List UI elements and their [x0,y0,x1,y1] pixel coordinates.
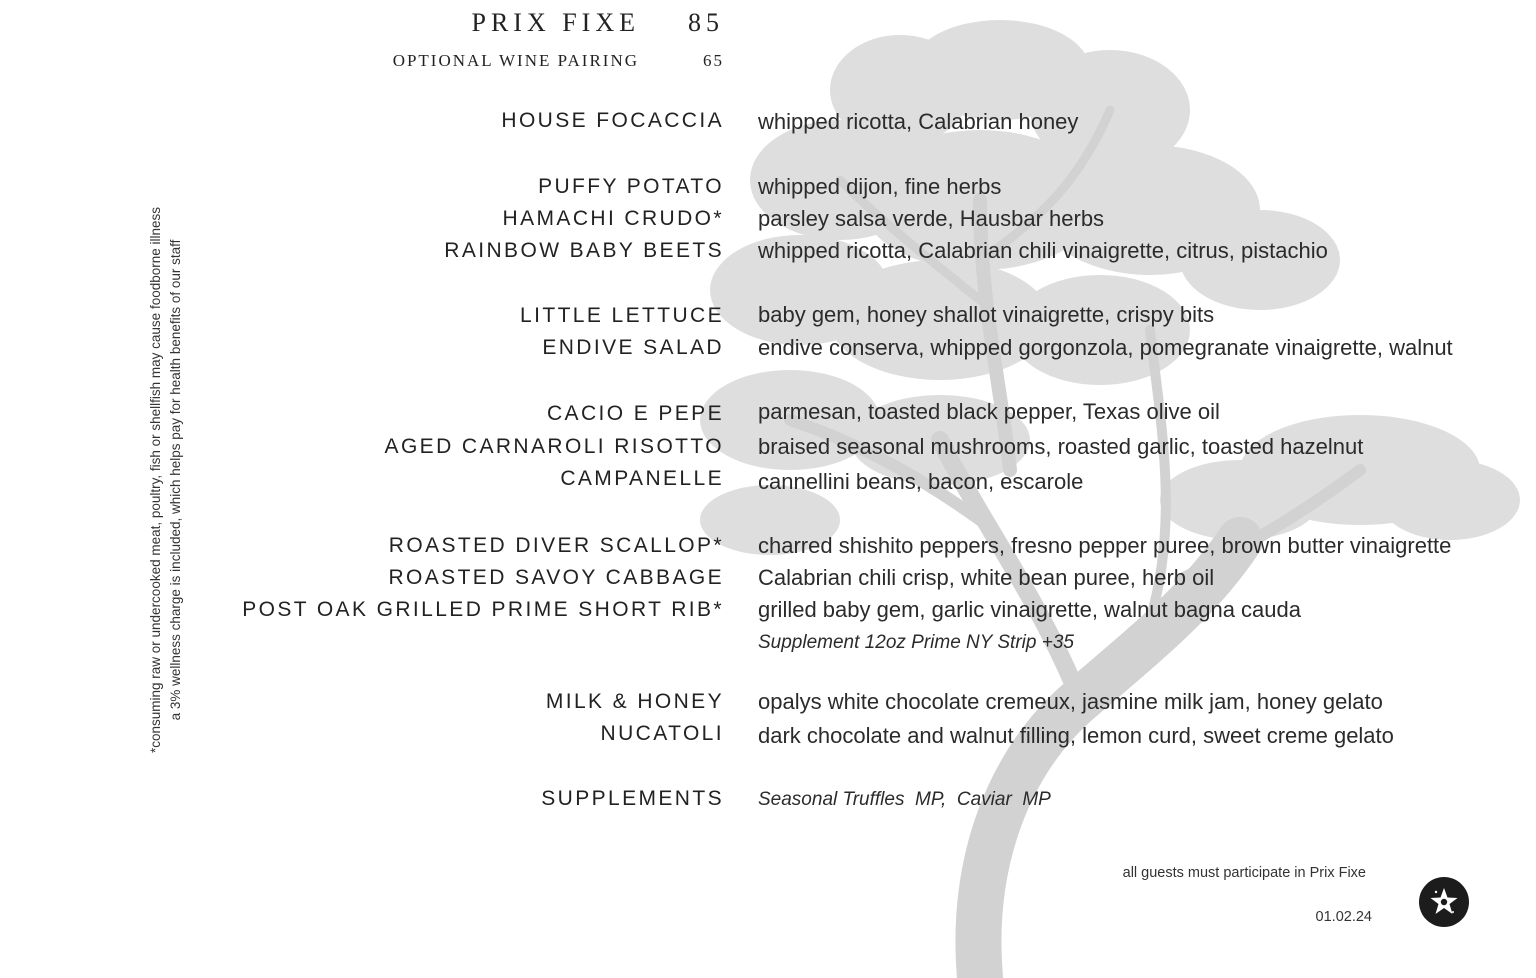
dish-description: parsley salsa verde, Hausbar herbs [758,206,1105,231]
dish-description: Calabrian chili crisp, white bean puree, herb oil [758,565,1215,590]
dish-name: CAMPANELLE [560,467,724,490]
dish-description: braised seasonal mushrooms, roasted garlic, toasted hazelnut [758,434,1364,459]
dish-name: ROASTED DIVER SCALLOP* [388,534,724,557]
dish-description: grilled baby gem, garlic vinaigrette, walnut bagna cauda [758,597,1301,622]
prix-fixe-title: PRIX FIXE [471,8,640,37]
dish-name: ROASTED SAVOY CABBAGE [388,566,724,589]
supplements-description: Seasonal Truffles MP, Caviar MP [758,789,1051,810]
health-disclaimer [146,100,186,860]
dish-description: whipped dijon, fine herbs [758,174,1002,199]
dish-name: LITTLE LETTUCE [520,304,724,327]
dish-description: dark chocolate and walnut filling, lemon curd, sweet creme gelato [758,723,1394,748]
wine-pairing-price: 65 [703,51,724,70]
dish-description: charred shishito peppers, fresno pepper puree, brown butter vinaigrette [758,533,1452,558]
dish-description: parmesan, toasted black pepper, Texas olive oil [758,399,1220,424]
wine-pairing-line [393,51,724,71]
dish-name: CACIO E PEPE [546,402,724,425]
menu-date: 01.02.24 [1315,909,1372,925]
short-rib-supplement: Supplement 12oz Prime NY Strip +35 [758,632,1074,653]
wine-pairing-label: OPTIONAL WINE PAIRING [392,51,639,70]
dish-name: SUPPLEMENTS [541,787,724,810]
foodborne-illness-warning: *consuming raw or undercooked meat, poultry, fish or shellfish may cause foodborne illness [148,206,163,754]
prix-fixe-price: 85 [688,8,724,37]
dish-description: whipped ricotta, Calabrian chili vinaigrette, citrus, pistachio [758,238,1328,263]
dish-name: POST OAK GRILLED PRIME SHORT RIB* [242,598,724,621]
dish-name: ENDIVE SALAD [542,336,724,359]
dish-name: PUFFY POTATO [538,175,724,198]
dish-name: AGED CARNAROLI RISOTTO [384,435,724,458]
dish-name: MILK & HONEY [545,690,724,713]
dish-description: endive conserva, whipped gorgonzola, pomegranate vinaigrette, walnut [758,335,1453,360]
dish-name: HOUSE FOCACCIA [501,109,724,132]
dish-name: HAMACHI CRUDO* [502,207,724,230]
star-seal-icon [1418,876,1470,928]
dish-description: cannellini beans, bacon, escarole [758,469,1084,494]
dish-name: NUCATOLI [600,722,724,745]
participation-note: all guests must participate in Prix Fixe [1122,865,1366,881]
prix-fixe-heading [471,8,724,38]
dish-description: whipped ricotta, Calabrian honey [758,109,1079,134]
dish-description: opalys white chocolate cremeux, jasmine milk jam, honey gelato [758,689,1383,714]
dish-description: baby gem, honey shallot vinaigrette, crispy bits [758,302,1215,327]
dish-name: RAINBOW BABY BEETS [444,239,724,262]
wellness-charge-note: a 3% wellness charge is included, which helps pay for health benefits of our staff [168,239,183,721]
